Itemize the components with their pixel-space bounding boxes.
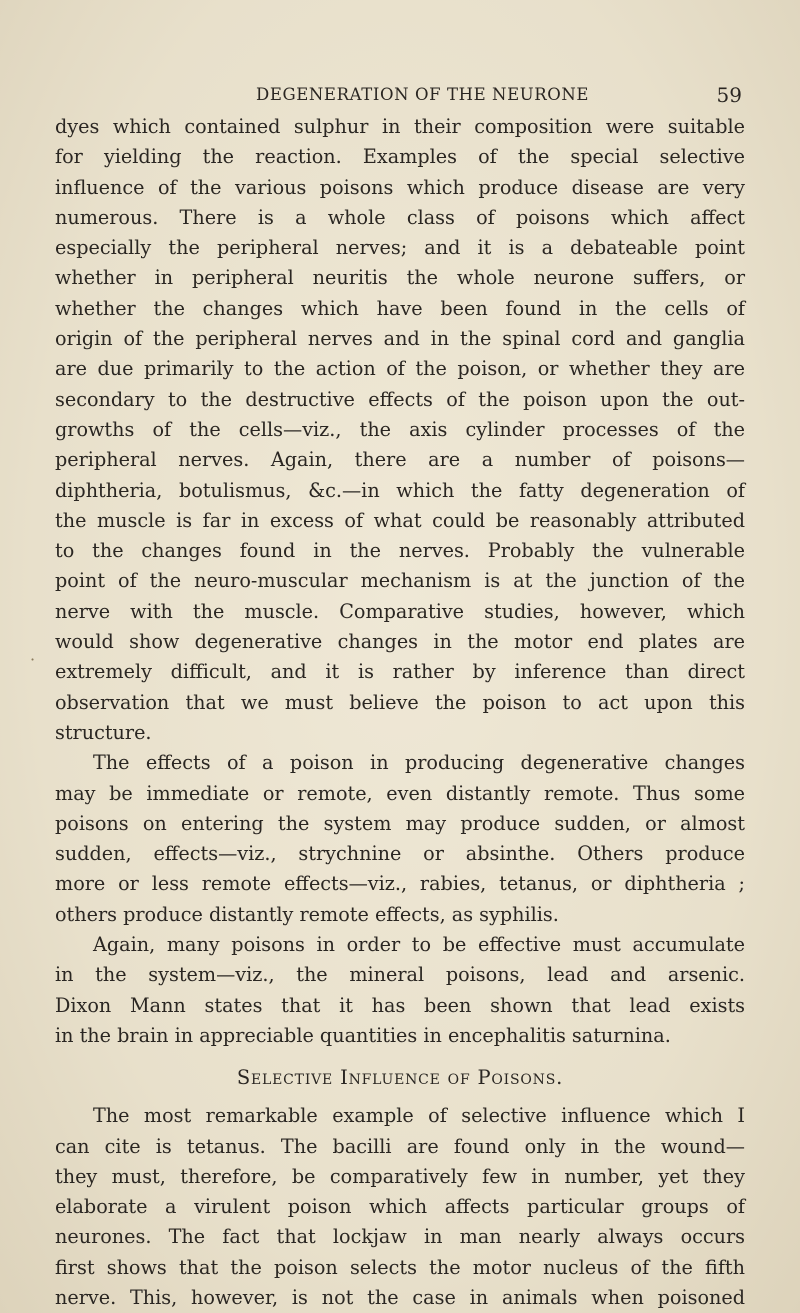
text-line: nerve. This, however, is not the case in animals when poisoned — [55, 1285, 745, 1309]
paragraph — [55, 1101, 745, 1313]
paragraph — [55, 112, 745, 748]
text-line: observation that we must believe the poison to act upon this — [55, 690, 745, 714]
page-number: 59 — [716, 83, 742, 107]
text-line: whether in peripheral neuritis the whole neurone suffers, or — [55, 266, 745, 290]
paragraph — [55, 930, 745, 1051]
text-line: structure. — [55, 720, 152, 744]
section-heading: Selective Influence of Poisons. — [236, 1066, 564, 1090]
text-line: diphtheria, botulismus, &c.—in which the fatty degeneration of — [55, 478, 745, 502]
text-line: nerve with the muscle. Comparative studies, however, which — [55, 599, 745, 623]
text-line: Dixon Mann states that it has been shown that lead exists — [55, 993, 745, 1017]
text-line: sudden, effects—viz., strychnine or absinthe. Others produce — [55, 842, 745, 866]
text-line: Again, many poisons in order to be effective must accumulate — [93, 933, 745, 957]
text-line: elaborate a virulent poison which affects particular groups of — [55, 1195, 745, 1219]
text-line: origin of the peripheral nerves and in the spinal cord and ganglia — [55, 327, 745, 351]
text-line: more or less remote effects—viz., rabies, tetanus, or diphtheria ; — [55, 872, 745, 896]
text-line: others produce distantly remote effects, as syphilis. — [55, 902, 559, 926]
text-line: poisons on entering the system may produce sudden, or almost — [55, 811, 745, 835]
text-line: in the system—viz., the mineral poisons, lead and arsenic. — [55, 963, 745, 987]
text-line: first shows that the poison selects the motor nucleus of the fifth — [55, 1255, 745, 1279]
text-line: can cite is tetanus. The bacilli are found only in the wound— — [55, 1134, 745, 1158]
paragraph — [55, 748, 745, 930]
text-line: may be immediate or remote, even distantly remote. Thus some — [55, 781, 745, 805]
text-line: growths of the cells—viz., the axis cylinder processes of the — [55, 417, 745, 441]
text-line: extremely difficult, and it is rather by inference than direct — [55, 660, 745, 684]
text-line: they must, therefore, be comparatively few in number, yet they — [55, 1164, 745, 1188]
text-line: would show degenerative changes in the motor end plates are — [55, 630, 745, 654]
margin-mark: · — [30, 650, 36, 669]
text-line: to the changes found in the nerves. Probably the vulnerable — [55, 539, 745, 563]
text-line: The most remarkable example of selective influence which I — [93, 1104, 745, 1128]
text-line: in the brain in appreciable quantities in encephalitis saturnina. — [55, 1023, 671, 1047]
text-line: secondary to the destructive effects of the poison upon the out- — [55, 387, 745, 411]
running-head — [0, 83, 800, 113]
text-line: neurones. The fact that lockjaw in man nearly always occurs — [55, 1225, 745, 1249]
body-text — [55, 112, 745, 1313]
text-line: for yielding the reaction. Examples of the special selective — [55, 145, 745, 169]
text-line: are due primarily to the action of the poison, or whether they are — [55, 357, 745, 381]
text-line: whether the changes which have been found in the cells of — [55, 296, 745, 320]
text-line: point of the neuro-muscular mechanism is at the junction of the — [55, 569, 745, 593]
text-line: the muscle is far in excess of what could be reasonably attributed — [55, 508, 745, 532]
running-head-title: DEGENERATION OF THE NEURONE — [256, 85, 590, 104]
text-line: influence of the various poisons which produce disease are very — [55, 175, 745, 199]
text-line: especially the peripheral nerves; and it is a debateable point — [55, 236, 745, 260]
text-line: The effects of a poison in producing degenerative changes — [93, 751, 745, 775]
text-line: peripheral nerves. Again, there are a number of poisons— — [55, 448, 745, 472]
text-line: numerous. There is a whole class of poisons which affect — [55, 205, 745, 229]
text-line: dyes which contained sulphur in their composition were suitable — [55, 115, 745, 138]
